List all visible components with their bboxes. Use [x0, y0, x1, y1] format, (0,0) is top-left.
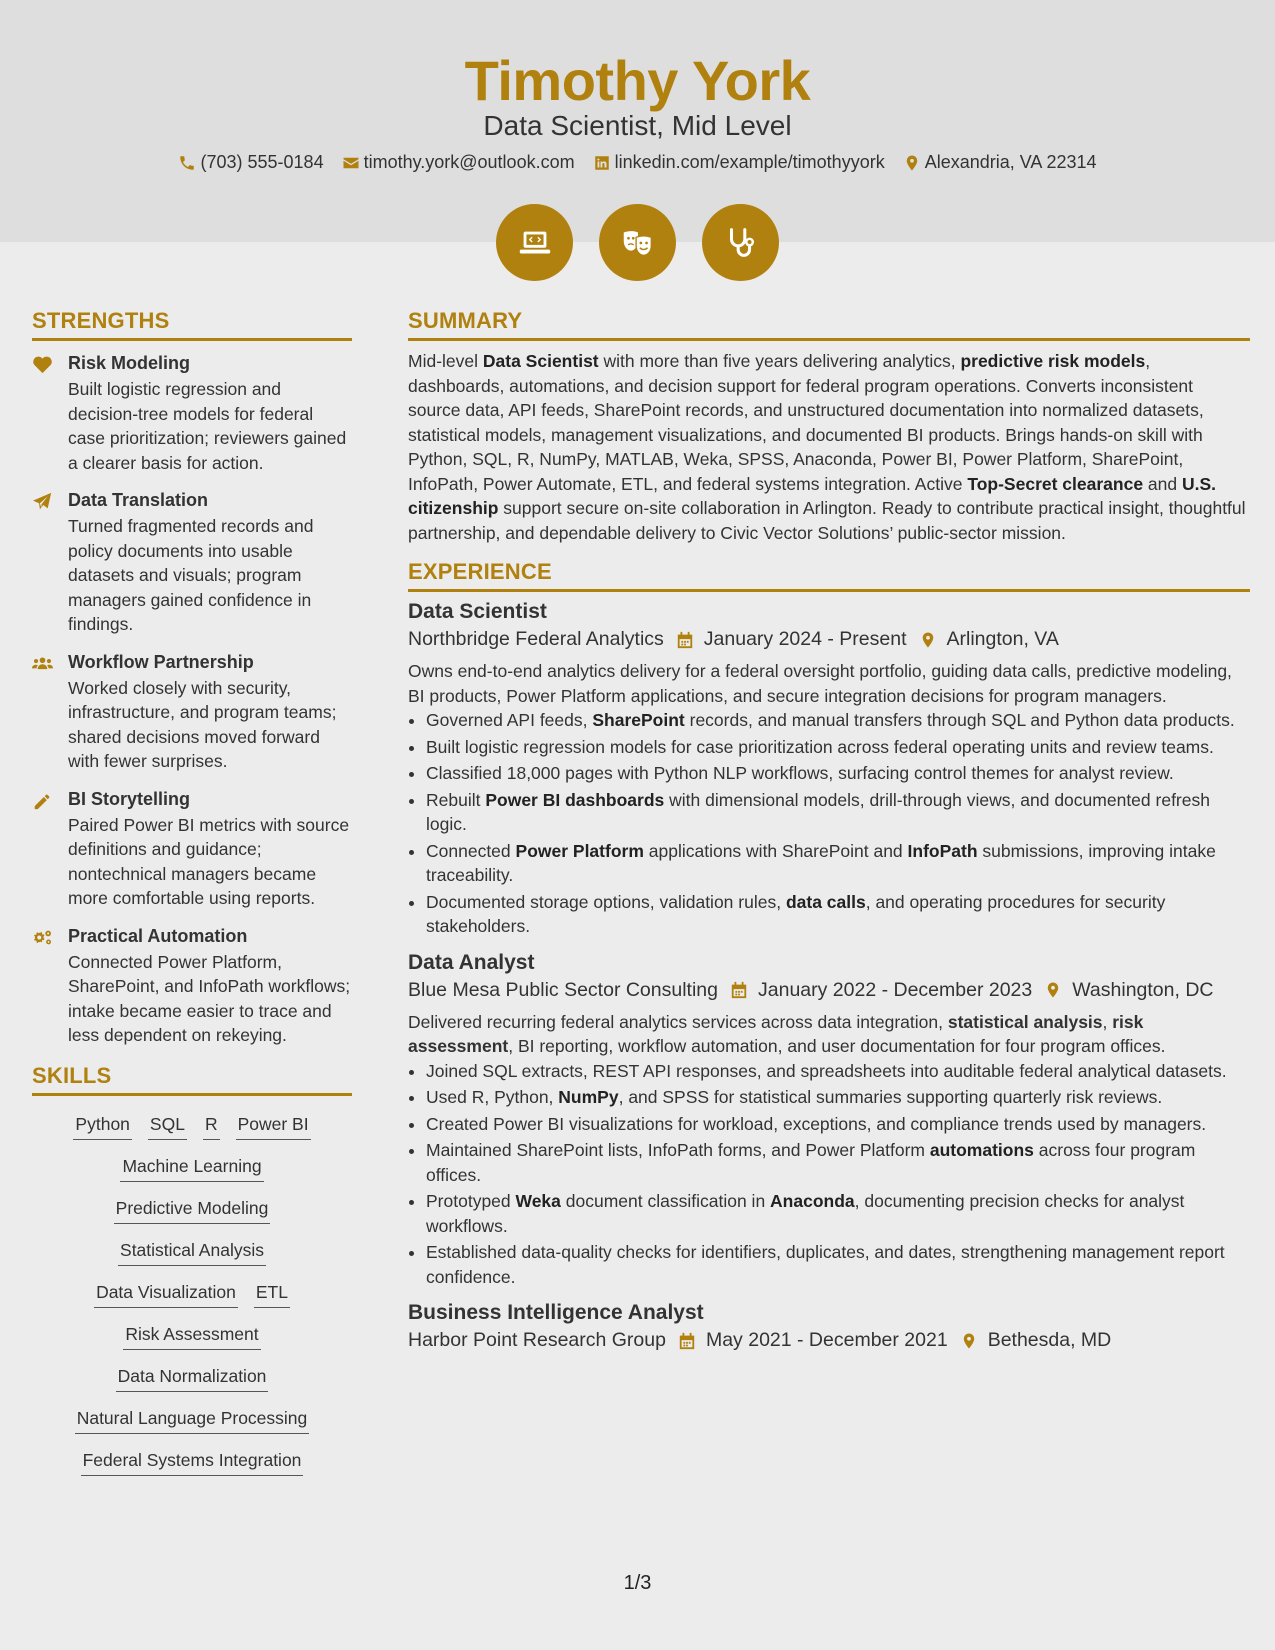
map-pin-icon	[919, 630, 937, 650]
skill-row	[32, 1154, 352, 1182]
text-segment: Prototyped	[426, 1191, 516, 1211]
bold-text: Weka	[515, 1191, 561, 1211]
skill-row	[32, 1112, 352, 1140]
job-bullet	[426, 761, 1250, 786]
strength-title: BI Storytelling	[68, 788, 191, 809]
text-segment: support secure on-site collaboration in Arlington. Ready to contribute practical insight, thoughtful partnership, and dependable delivery to Civic Vector Solutions’ public-sector mission.	[408, 498, 1246, 543]
email-text: timothy.york@outlook.com	[363, 152, 575, 172]
bold-text: Power BI dashboards	[485, 789, 665, 810]
text-segment: applications with SharePoint and	[643, 840, 908, 861]
gears-icon	[32, 928, 53, 947]
text-segment: Delivered recurring federal analytics services across data integration,	[408, 1011, 948, 1032]
skill-tag: R	[203, 1112, 220, 1140]
text-segment: Created Power BI visualizations for workload, exceptions, and compliance trends used by managers.	[426, 1113, 1207, 1134]
calendar-icon	[730, 980, 748, 1000]
bold-text: risk assessment	[408, 1011, 1144, 1056]
right-column	[408, 308, 1250, 1360]
strength-item	[32, 789, 352, 911]
text-segment: , and SPSS for statistical summaries supporting quarterly risk reviews.	[618, 1087, 1163, 1107]
skill-tag: Power BI	[236, 1112, 311, 1140]
skill-row	[32, 1280, 352, 1308]
text-segment: ,	[1102, 1011, 1113, 1032]
pencil-icon	[32, 791, 53, 810]
text-segment: Established data-quality checks for identifiers, duplicates, and dates, strengthening management report confidence.	[426, 1242, 1225, 1287]
bold-text: automations	[929, 1140, 1034, 1160]
summary-heading: SUMMARY	[408, 308, 1250, 341]
phone-text: (703) 555-0184	[200, 152, 324, 172]
page-number: 1/3	[623, 1572, 652, 1594]
job-bullet	[426, 890, 1250, 939]
skills-list	[32, 1112, 352, 1476]
envelope-icon	[342, 154, 360, 172]
candidate-name: Timothy York	[464, 49, 811, 112]
text-segment: Joined SQL extracts, REST API responses, and spreadsheets into auditable federal analytical datasets.	[426, 1060, 1227, 1081]
interest-icons	[0, 204, 1275, 281]
strength-text: Connected Power Platform, SharePoint, and InfoPath workflows; intake became easier to trace and less dependent on rekeying.	[68, 951, 351, 1045]
summary-text	[408, 349, 1250, 545]
text-segment: Classified 18,000 pages with Python NLP workflows, surfacing control themes for analyst review.	[426, 763, 1174, 783]
skill-tag: Risk Assessment	[123, 1322, 260, 1350]
job-entry	[408, 600, 1250, 939]
bold-text: Anaconda	[770, 1191, 855, 1211]
text-segment: Mid-level	[408, 351, 483, 371]
map-pin-icon	[960, 1331, 978, 1351]
strength-text: Turned fragmented records and policy documents into usable datasets and visuals; program managers gained confidence in findings.	[68, 516, 314, 634]
job-title: Data Scientist	[408, 600, 547, 623]
job-location: Washington, DC	[1072, 978, 1214, 1001]
text-segment: Maintained SharePoint lists, InfoPath forms, and Power Platform	[426, 1140, 930, 1160]
job-dates: January 2022 - December 2023	[758, 978, 1033, 1001]
text-segment: , and operating procedures for security stakeholders.	[426, 891, 1166, 936]
job-title: Data Analyst	[408, 950, 535, 974]
strength-text: Worked closely with security, infrastructure, and program teams; shared decisions moved forward with fewer surprises.	[68, 677, 337, 771]
skill-row	[32, 1196, 352, 1224]
skill-row	[32, 1322, 352, 1350]
contact-location	[903, 152, 1097, 173]
skill-tag: Federal Systems Integration	[81, 1448, 304, 1476]
job-company: Harbor Point Research Group	[408, 1329, 666, 1351]
linkedin-icon	[593, 154, 611, 172]
bold-text: predictive risk models	[960, 351, 1146, 371]
laptop-code-icon	[496, 204, 573, 281]
skills-heading: SKILLS	[32, 1063, 352, 1096]
job-location: Arlington, VA	[946, 628, 1059, 650]
strength-item	[32, 926, 352, 1048]
contact-phone[interactable]	[178, 152, 323, 173]
contact-bar	[0, 152, 1275, 173]
strength-item	[32, 652, 352, 774]
location-text: Alexandria, VA 22314	[924, 152, 1097, 172]
strength-text: Built logistic regression and decision-tree models for federal case prioritization; reviewers gained a clearer basis for action.	[68, 379, 347, 473]
strength-title: Risk Modeling	[68, 353, 191, 373]
paper-plane-icon	[32, 492, 53, 511]
job-meta	[408, 628, 1250, 651]
job-bullet	[426, 1085, 1250, 1110]
bold-text: Top-Secret clearance	[967, 473, 1144, 494]
job-description	[408, 1010, 1250, 1059]
job-company: Blue Mesa Public Sector Consulting	[408, 978, 718, 1001]
skill-tag: Data Normalization	[116, 1364, 269, 1392]
contact-linkedin[interactable]	[593, 152, 885, 173]
map-pin-icon	[1044, 980, 1062, 1000]
map-pin-icon	[903, 154, 921, 172]
job-entry	[408, 951, 1250, 1290]
theater-masks-icon	[599, 204, 676, 281]
skill-tag: Python	[73, 1112, 131, 1140]
job-company: Northbridge Federal Analytics	[408, 628, 664, 650]
bold-text: U.S. citizenship	[408, 473, 1217, 518]
skill-tag: ETL	[254, 1280, 290, 1308]
stethoscope-icon	[702, 204, 779, 281]
text-segment: Rebuilt	[426, 789, 486, 810]
bold-text: statistical analysis	[947, 1011, 1103, 1032]
job-bullet	[426, 839, 1250, 888]
skill-row	[32, 1364, 352, 1392]
strength-item	[32, 353, 352, 475]
job-bullet	[426, 1189, 1250, 1238]
text-segment: with dimensional models, drill-through views, and documented refresh logic.	[426, 789, 1210, 834]
job-title: Business Intelligence Analyst	[408, 1301, 704, 1324]
strength-text: Paired Power BI metrics with source definitions and guidance; nontechnical managers became more comfortable using reports.	[68, 814, 350, 908]
skill-row	[32, 1448, 352, 1476]
text-segment: and	[1143, 473, 1182, 494]
job-location: Bethesda, MD	[987, 1329, 1112, 1351]
users-icon	[32, 654, 53, 673]
job-dates: January 2024 - Present	[703, 628, 907, 650]
job-meta	[408, 979, 1250, 1002]
job-bullet	[426, 735, 1250, 760]
skill-tag: SQL	[148, 1112, 187, 1140]
bold-text: NumPy	[558, 1087, 619, 1107]
strengths-heading: STRENGTHS	[32, 308, 352, 341]
heart-icon	[32, 355, 53, 374]
job-description: Owns end-to-end analytics delivery for a federal oversight portfolio, guiding data calls, predictive modeling, BI products, Power Platform applications, and secure integration decisions for program managers.	[408, 661, 1232, 706]
job-bullet	[426, 708, 1250, 733]
job-dates: May 2021 - December 2021	[705, 1329, 948, 1351]
bold-text: Data Scientist	[482, 351, 599, 371]
strength-title: Practical Automation	[68, 925, 248, 946]
job-bullet	[426, 1059, 1250, 1084]
experience-heading: EXPERIENCE	[408, 559, 1250, 592]
text-segment: across four program offices.	[426, 1140, 1196, 1185]
text-segment: Governed API feeds,	[426, 710, 593, 730]
skill-tag: Data Visualization	[94, 1280, 238, 1308]
skill-row	[32, 1406, 352, 1434]
bold-text: SharePoint	[592, 710, 685, 730]
text-segment: document classification in	[560, 1191, 771, 1211]
job-bullets	[408, 1059, 1250, 1290]
text-segment: , documenting precision checks for analyst workflows.	[426, 1191, 1185, 1236]
job-bullet	[426, 1240, 1250, 1289]
text-segment: Used R, Python,	[426, 1087, 559, 1107]
job-bullet	[426, 788, 1250, 837]
text-segment: , BI reporting, workflow automation, and user documentation for four program offices.	[508, 1036, 1166, 1056]
job-entry	[408, 1301, 1250, 1352]
phone-icon	[178, 154, 196, 172]
text-segment: Built logistic regression models for case prioritization across federal operating units and review teams.	[426, 736, 1214, 757]
text-segment: with more than five years delivering analytics,	[598, 351, 961, 371]
skill-tag: Machine Learning	[120, 1154, 263, 1182]
calendar-icon	[678, 1331, 696, 1351]
skill-tag: Predictive Modeling	[114, 1196, 271, 1224]
skill-tag: Natural Language Processing	[75, 1406, 310, 1434]
bold-text: Power Platform	[515, 840, 644, 861]
bold-text: data calls	[785, 891, 866, 912]
job-bullets	[408, 708, 1250, 939]
text-segment: Connected	[426, 840, 516, 861]
job-bullet	[426, 1138, 1250, 1187]
skill-row	[32, 1238, 352, 1266]
calendar-icon	[676, 630, 694, 650]
bold-text: InfoPath	[907, 840, 978, 861]
contact-email[interactable]	[342, 152, 575, 173]
text-segment: records, and manual transfers through SQL and Python data products.	[684, 710, 1235, 730]
linkedin-text: linkedin.com/example/timothyyork	[614, 152, 885, 172]
text-segment: , dashboards, automations, and decision support for federal program operations. Converts inconsistent source data, API feeds, SharePoint records, and unstructured documentation into normalized datasets, statistical models, management visualizations, and documented BI products. Brings hands-on skill with Python, SQL, R, NumPy, MATLAB, Weka, SPSS, Anaconda, Power BI, Power Platform, SharePoint, InfoPath, Power Automate, ETL, and federal systems integration. Active	[408, 351, 1204, 494]
candidate-title: Data Scientist, Mid Level	[483, 110, 792, 141]
job-meta	[408, 1329, 1250, 1352]
strength-title: Workflow Partnership	[68, 651, 254, 672]
skill-tag: Statistical Analysis	[118, 1238, 266, 1266]
text-segment: Documented storage options, validation rules,	[426, 891, 786, 912]
strength-title: Data Translation	[68, 490, 209, 510]
job-bullet	[426, 1112, 1250, 1137]
left-column	[32, 308, 352, 1490]
text-segment: submissions, improving intake traceability.	[426, 840, 1216, 885]
strength-item	[32, 490, 352, 637]
